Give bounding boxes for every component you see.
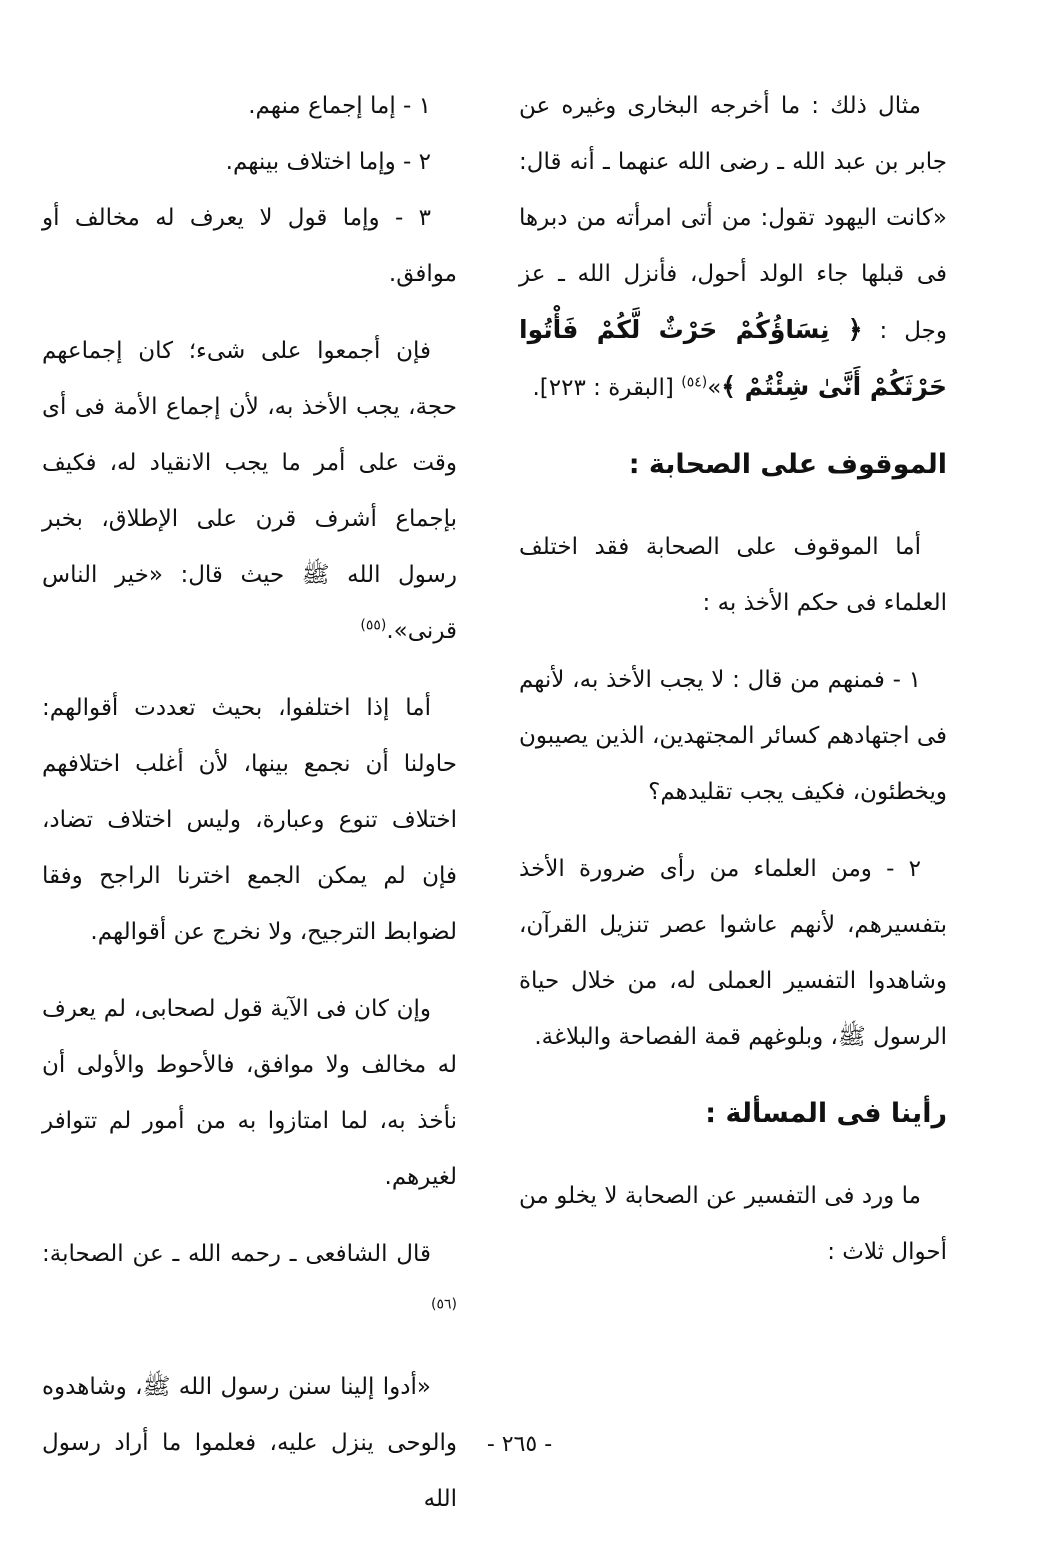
quotation: «أدوا إلينا سنن رسول الله ﷺ، وشاهدوه والوحى ينزل عليه، فعلموا ما أراد رسول الله <box>42 1374 457 1512</box>
example-text: مثال ذلك : ما أخرجه البخارى وغيره عن جابر بن عبد الله ـ رضى الله عنهما ـ أنه قال: «كانت اليهود تقول: من أتى امرأته من دبرها فى قبلها جاء الولد أحول، فأنزل الله ـ عز وجل : <box>519 93 948 344</box>
list-item: ٢ - وإما اختلاف بينهم. <box>225 149 431 175</box>
list-item: ١ - إما إجماع منهم. <box>248 93 431 119</box>
footnote-ref: (٥٤) <box>681 374 708 391</box>
paragraph: ١ - فمنهم من قال : لا يجب الأخذ به، لأنهم فى اجتهادهم كسائر المجتهدين، الذين يصيبون ويخطئون، فكيف يجب تقليدهم؟ <box>519 667 947 805</box>
paragraph-text: فإن أجمعوا على شىء؛ كان إجماعهم حجة، يجب الأخذ به، لأن إجماع الأمة فى أى وقت على أمر ما يجب الانقياد له، فكيف بإجماع أشرف قرن على الإطلاق، بخبر رسول الله ﷺ حيث قال: «خير الناس قرنى». <box>42 338 457 644</box>
left-column <box>42 78 457 1527</box>
closing-quote: » <box>707 375 722 401</box>
list-item: ٣ - وإما قول لا يعرف له مخالف أو موافق. <box>42 205 457 287</box>
paragraph-text: قال الشافعى ـ رحمه الله ـ عن الصحابة: <box>42 1241 431 1267</box>
paragraph: وإن كان فى الآية قول لصحابى، لم يعرف له مخالف ولا موافق، فالأحوط والأولى أن نأخذ به، لما امتازوا به من أمور لم تتوافر لغيرهم. <box>42 996 457 1190</box>
page-number: - ٢٦٥ - <box>486 1432 553 1457</box>
section-heading: الموقوف على الصحابة : <box>628 449 947 480</box>
paragraph <box>42 323 457 659</box>
section-heading: رأينا فى المسألة : <box>705 1098 947 1129</box>
paragraph: ما ورد فى التفسير عن الصحابة لا يخلو من أحوال ثلاث : <box>519 1183 947 1265</box>
surah-reference: [البقرة : ٢٢٣]. <box>532 375 674 401</box>
paragraph: أما الموقوف على الصحابة فقد اختلف العلماء فى حكم الأخذ به : <box>519 534 947 616</box>
quran-verse: ﴿ نِسَاؤُكُمْ حَرْثٌ لَّكُمْ فَأْتُوا حَرْثَكُمْ أَنَّىٰ شِئْتُمْ ﴾ <box>519 315 947 401</box>
paragraph: ٢ - ومن العلماء من رأى ضرورة الأخذ بتفسيرهم، لأنهم عاشوا عصر تنزيل القرآن، وشاهدوا التفسير العملى له، من خلال حياة الرسول ﷺ، وبلوغهم قمة الفصاحة والبلاغة. <box>519 856 947 1050</box>
footnote-ref: (٥٥) <box>360 617 387 634</box>
footnote-ref: (٥٦) <box>431 1296 457 1313</box>
paragraph: أما إذا اختلفوا، بحيث تعددت أقوالهم: حاولنا أن نجمع بينها، لأن أغلب اختلافهم اختلاف تنوع وعبارة، وليس اختلاف تضاد، فإن لم يمكن الجمع اخترنا الراجح وفقا لضوابط الترجيح، ولا نخرج عن أقوالهم. <box>42 695 457 945</box>
right-column <box>519 78 947 1280</box>
example-paragraph <box>519 78 947 416</box>
paragraph <box>42 1226 457 1338</box>
